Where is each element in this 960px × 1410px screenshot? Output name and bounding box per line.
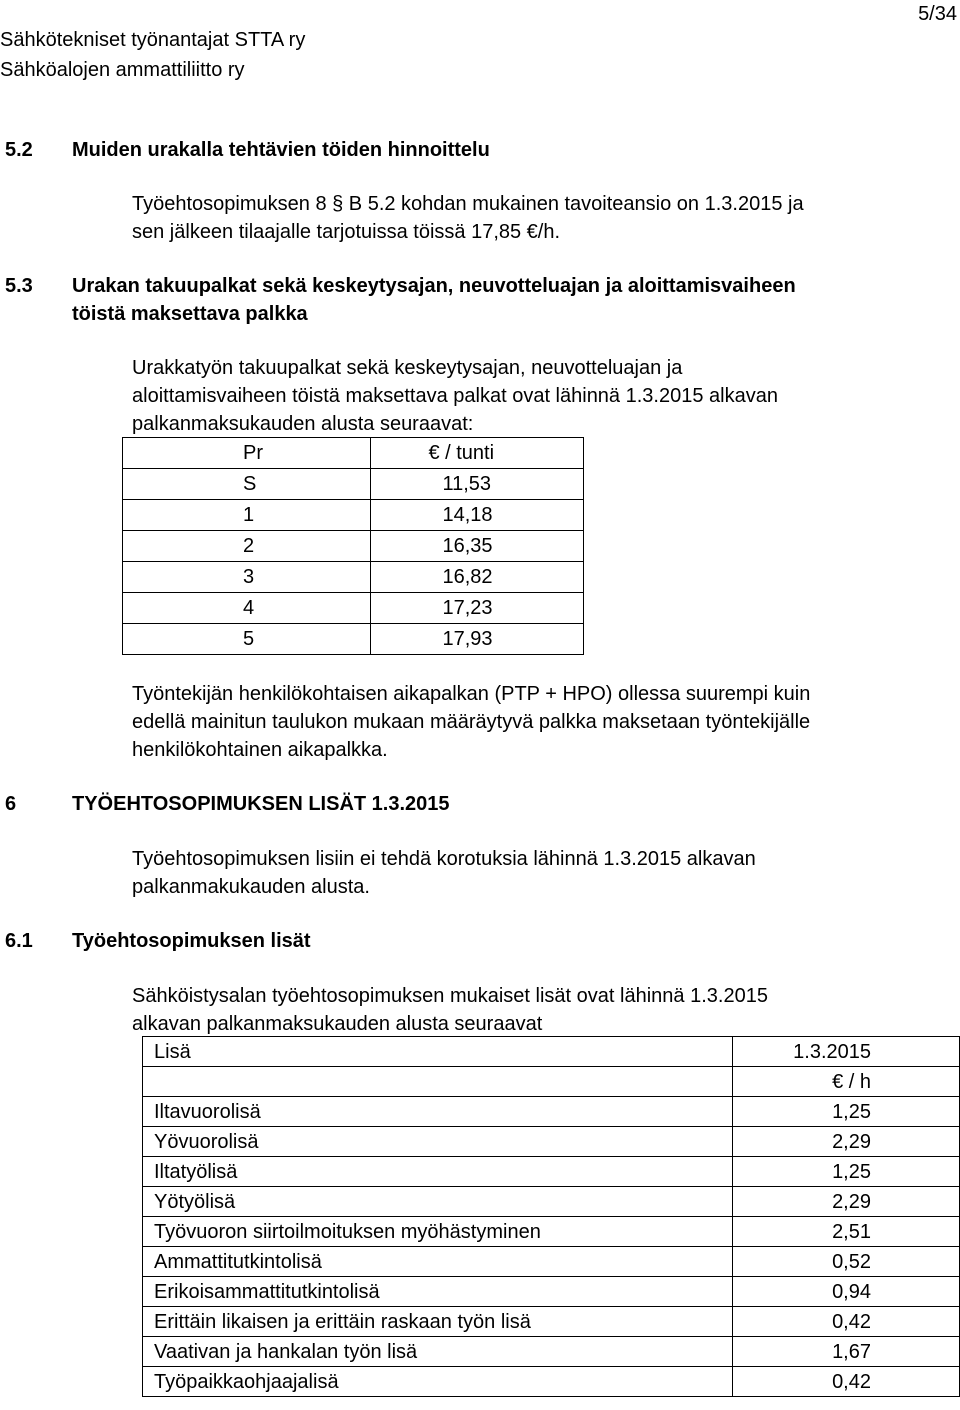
section-5-3-text-line-1: Urakkatyön takuupalkat sekä keskeytysajan, neuvotteluajan ja [132,357,683,379]
pay-class-cell: 3 [123,562,371,593]
section-5-2-text-line-1: Työehtosopimuksen 8 § B 5.2 kohdan mukainen tavoiteansio on 1.3.2015 ja [132,193,804,215]
section-6-1-title: Työehtosopimuksen lisät [72,930,311,952]
pay-class-cell: S [123,469,371,500]
pay-class-cell: 5 [123,624,371,655]
allowance-name-cell: Yövuorolisä [143,1127,733,1157]
table-row [143,1187,960,1217]
section-6-number: 6 [5,793,17,815]
allowance-value-cell: 1,67 [733,1337,960,1367]
section-5-2-number: 5.2 [5,139,33,161]
section-6-text-line-2: palkanmakukauden alusta. [132,876,370,898]
allowance-name-header: Lisä [143,1037,733,1067]
header-org-2: Sähköalojen ammattiliitto ry [0,59,245,81]
pay-class-cell: 4 [123,593,371,624]
section-6-1-text-line-1: Sähköistysalan työehtosopimuksen mukaiset lisät ovat lähinnä 1.3.2015 [132,985,768,1007]
table-row [123,624,584,655]
table-header-row [143,1067,960,1097]
header-org-1: Sähkötekniset työnantajat STTA ry [0,29,306,51]
allowance-value-cell: 2,51 [733,1217,960,1247]
allowance-name-cell: Työpaikkaohjaajalisä [143,1367,733,1397]
allowance-unit-header: € / h [733,1067,960,1097]
allowance-name-cell: Erikoisammattitutkintolisä [143,1277,733,1307]
section-5-3-number: 5.3 [5,275,33,297]
table-row [123,531,584,562]
table-header-row [123,438,584,469]
table-row [143,1127,960,1157]
table-header-row [143,1037,960,1067]
allowance-value-cell: 0,94 [733,1277,960,1307]
table-row [123,500,584,531]
hourly-rate-cell: 14,18 [371,500,584,531]
section-5-3-note-line-2: edellä mainitun taulukon mukaan määräytyvä palkka maksetaan työntekijälle [132,711,811,733]
section-5-3-note-line-1: Työntekijän henkilökohtaisen aikapalkan (PTP + HPO) ollessa suurempi kuin [132,683,811,705]
allowance-value-cell: 2,29 [733,1187,960,1217]
allowance-name-cell: Vaativan ja hankalan työn lisä [143,1337,733,1367]
hourly-rate-cell: 17,93 [371,624,584,655]
allowance-name-cell: Iltatyölisä [143,1157,733,1187]
section-5-3-title-line-2: töistä maksettava palkka [72,303,308,325]
section-5-2-title: Muiden urakalla tehtävien töiden hinnoittelu [72,139,490,161]
table-row [143,1217,960,1247]
table-row [143,1277,960,1307]
section-5-3-text-line-2: aloittamisvaiheen töistä maksettava palkat ovat lähinnä 1.3.2015 alkavan [132,385,778,407]
table-row [123,593,584,624]
allowance-value-cell: 1,25 [733,1157,960,1187]
allowance-name-cell: Yötyölisä [143,1187,733,1217]
allowance-name-cell: Iltavuorolisä [143,1097,733,1127]
table-row [123,469,584,500]
section-6-1-text-line-2: alkavan palkanmaksukauden alusta seuraavat [132,1013,543,1035]
section-6-text-line-1: Työehtosopimuksen lisiin ei tehdä korotuksia lähinnä 1.3.2015 alkavan [132,848,756,870]
table-row [143,1097,960,1127]
allowance-name-cell: Erittäin likaisen ja erittäin raskaan työn lisä [143,1307,733,1337]
hourly-rate-cell: 16,35 [371,531,584,562]
section-5-3-title-line-1: Urakan takuupalkat sekä keskeytysajan, neuvotteluajan ja aloittamisvaiheen [72,275,796,297]
hourly-rate-table [122,437,584,655]
table-row [143,1337,960,1367]
pay-class-cell: 2 [123,531,371,562]
allowance-name-subheader [143,1067,733,1097]
section-5-3-note-line-3: henkilökohtainen aikapalkka. [132,739,388,761]
page-number: 5/34 [918,3,957,25]
allowance-name-cell: Ammattitutkintolisä [143,1247,733,1277]
section-5-2-text-line-2: sen jälkeen tilaajalle tarjotuissa töissä 17,85 €/h. [132,221,561,243]
table-row [143,1367,960,1397]
section-5-3-text-line-3: palkanmaksukauden alusta seuraavat: [132,413,474,435]
hourly-rate-cell: 17,23 [371,593,584,624]
table-row [123,562,584,593]
allowance-date-header: 1.3.2015 [733,1037,960,1067]
section-6-1-number: 6.1 [5,930,33,952]
section-6-title: TYÖEHTOSOPIMUKSEN LISÄT 1.3.2015 [72,793,450,815]
pay-class-header: Pr [123,438,371,469]
hourly-rate-cell: 11,53 [371,469,584,500]
allowance-value-cell: 2,29 [733,1127,960,1157]
allowance-table [142,1036,960,1397]
allowance-value-cell: 1,25 [733,1097,960,1127]
hourly-rate-header: € / tunti [371,438,584,469]
table-row [143,1307,960,1337]
allowance-value-cell: 0,52 [733,1247,960,1277]
pay-class-cell: 1 [123,500,371,531]
table-row [143,1157,960,1187]
hourly-rate-cell: 16,82 [371,562,584,593]
allowance-value-cell: 0,42 [733,1367,960,1397]
allowance-name-cell: Työvuoron siirtoilmoituksen myöhästyminen [143,1217,733,1247]
allowance-value-cell: 0,42 [733,1307,960,1337]
table-row [143,1247,960,1277]
